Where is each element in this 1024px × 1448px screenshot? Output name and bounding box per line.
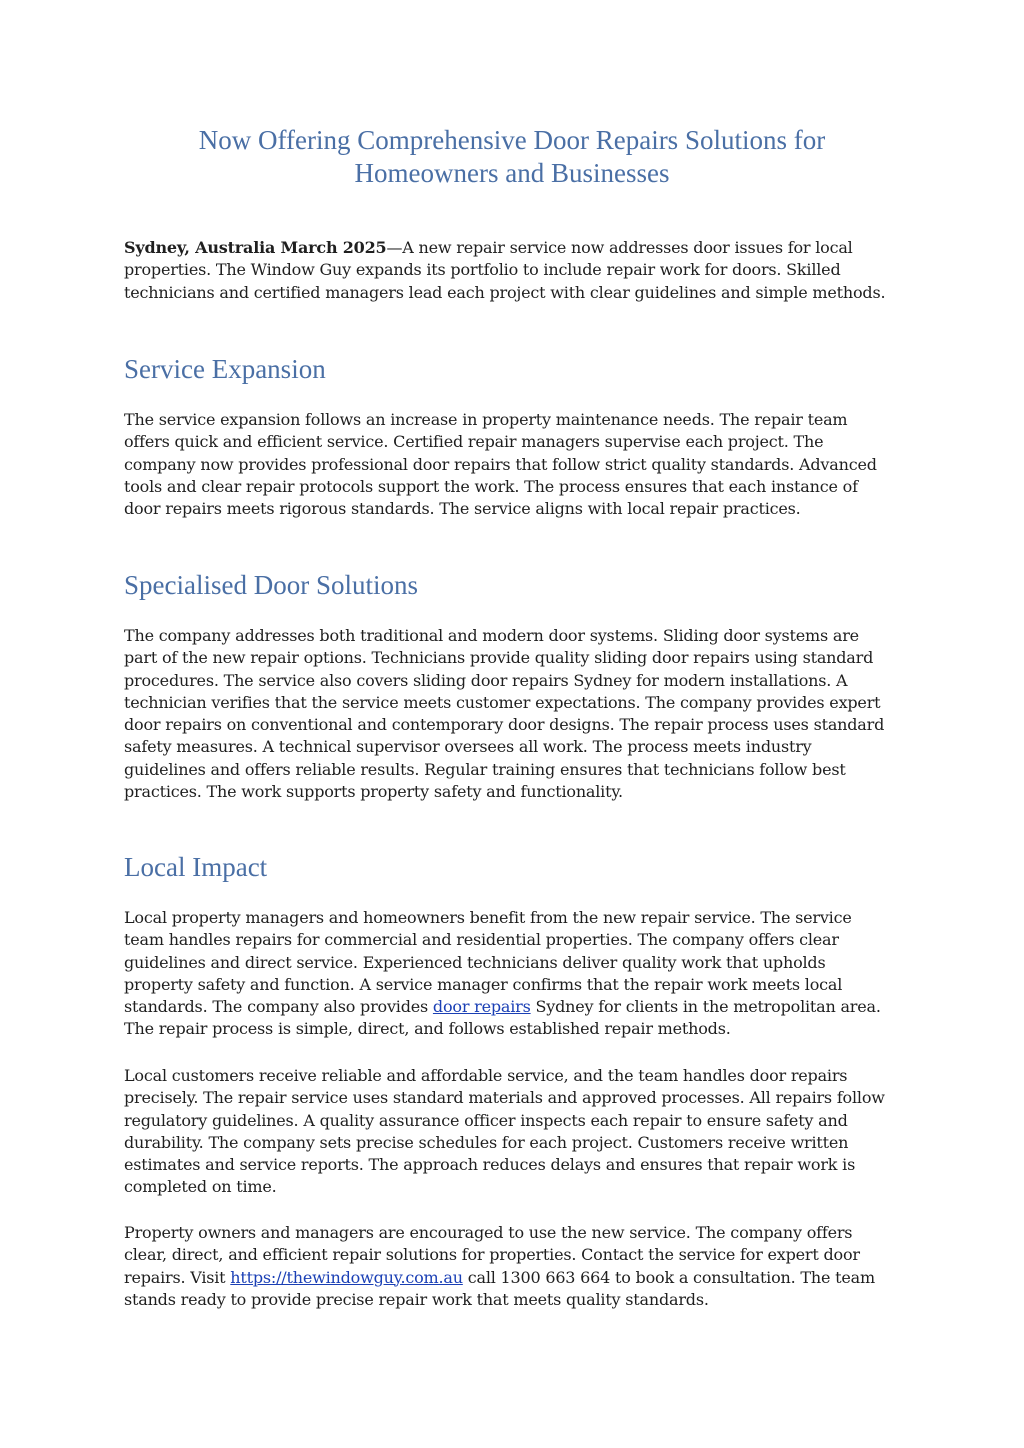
paragraph-line: company now provides professional door repairs that follow strict quality standards. Advanced xyxy=(124,454,877,474)
paragraph-line: completed on time. xyxy=(124,1177,277,1197)
dateline: Sydney, Australia March 2025 xyxy=(124,238,387,257)
paragraph-line: Property owners and managers are encouraged to use the new service. The company offers xyxy=(124,1223,853,1242)
paragraph-line: door repairs meets rigorous standards. The service aligns with local repair practices. xyxy=(124,499,801,519)
paragraph-line: offers quick and efficient service. Certified repair managers supervise each project. The xyxy=(124,432,824,452)
local-impact-paragraph-2 xyxy=(124,1065,900,1199)
document-title xyxy=(124,124,900,190)
paragraph-line: stands ready to provide precise repair work that meets quality standards. xyxy=(124,1289,709,1309)
paragraph-line: clear, direct, and efficient repair solutions for properties. Contact the service for expert door xyxy=(124,1245,860,1265)
paragraph-line: tools and clear repair protocols support the work. The process ensures that each instance of xyxy=(124,476,858,496)
paragraph-line: technician verifies that the service meets customer expectations. The company provides expert xyxy=(124,692,881,712)
paragraph-line: procedures. The service also covers sliding door repairs Sydney for modern installations. A xyxy=(124,670,848,690)
paragraph-line: estimates and service reports. The approach reduces delays and ensures that repair work is xyxy=(124,1155,856,1175)
paragraph-line: Sydney, Australia March 2025—A new repair service now addresses door issues for local xyxy=(124,238,853,257)
paragraph-line: door repairs on conventional and contemporary door designs. The repair process uses standard xyxy=(124,715,885,735)
paragraph-line: The service expansion follows an increase in property maintenance needs. The repair team xyxy=(124,410,848,429)
paragraph-line: property safety and function. A service manager confirms that the repair work meets local xyxy=(124,974,843,994)
paragraph-line: The company addresses both traditional and modern door systems. Sliding door systems are xyxy=(124,626,859,645)
paragraph-line: part of the new repair options. Technicians provide quality sliding door repairs using standard xyxy=(124,648,874,668)
local-impact-paragraph-1 xyxy=(124,907,900,1041)
intro-paragraph xyxy=(124,237,900,304)
paragraph-line: properties. The Window Guy expands its portfolio to include repair work for doors. Skilled xyxy=(124,260,841,280)
paragraph-line: durability. The company sets precise schedules for each project. Customers receive written xyxy=(124,1132,849,1152)
paragraph-line: guidelines and direct service. Experienced technicians deliver quality work that upholds xyxy=(124,952,826,972)
specialised-door-solutions-paragraph xyxy=(124,625,900,803)
paragraph-line: practices. The work supports property safety and functionality. xyxy=(124,782,623,802)
title-line: Now Offering Comprehensive Door Repairs Solutions for xyxy=(198,125,826,155)
paragraph-line: Local customers receive reliable and affordable service, and the team handles door repairs xyxy=(124,1066,848,1085)
paragraph-line: team handles repairs for commercial and residential properties. The company offers clear xyxy=(124,930,839,950)
paragraph-line: The repair process is simple, direct, and follows established repair methods. xyxy=(124,1019,731,1039)
section-heading-local-impact: Local Impact xyxy=(124,852,268,882)
section-heading-service-expansion: Service Expansion xyxy=(124,354,326,384)
paragraph-line: regulatory guidelines. A quality assurance officer inspects each repair to ensure safety and xyxy=(124,1110,848,1130)
title-line: Homeowners and Businesses xyxy=(354,158,670,188)
section-heading-specialised-door-solutions: Specialised Door Solutions xyxy=(124,570,418,600)
service-expansion-paragraph xyxy=(124,409,900,520)
website-link[interactable]: https://thewindowguy.com.au xyxy=(230,1267,463,1287)
local-impact-paragraph-3 xyxy=(124,1222,900,1311)
paragraph-line: guidelines and offers reliable results. Regular training ensures that technicians follow best xyxy=(124,759,846,779)
paragraph-line: repairs. Visit https://thewindowguy.com.au call 1300 663 664 to book a consultation. The team xyxy=(124,1267,875,1287)
paragraph-line: standards. The company also provides door repairs Sydney for clients in the metropolitan area. xyxy=(124,997,881,1017)
door-repairs-link[interactable]: door repairs xyxy=(432,997,531,1017)
paragraph-line: Local property managers and homeowners benefit from the new repair service. The service xyxy=(124,908,852,927)
paragraph-line: technicians and certified managers lead each project with clear guidelines and simple methods. xyxy=(124,282,886,302)
paragraph-line: safety measures. A technical supervisor oversees all work. The process meets industry xyxy=(124,737,812,757)
paragraph-line: precisely. The repair service uses standard materials and approved processes. All repairs follow xyxy=(124,1088,885,1108)
